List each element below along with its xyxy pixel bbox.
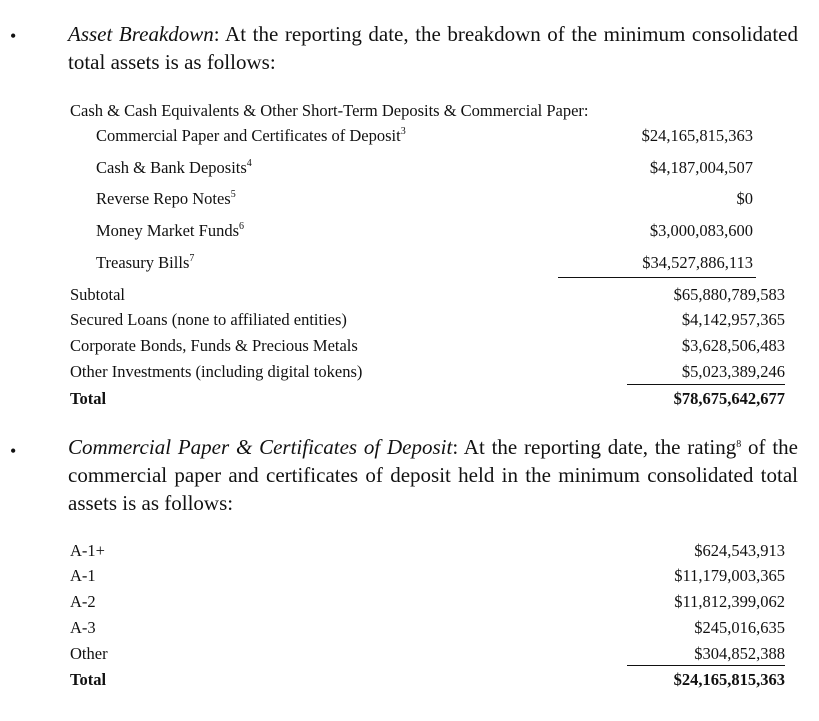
asset-breakdown-paragraph [68, 20, 798, 76]
section-text-cont: of the commercial paper and certificates of deposit held in the minimum consolidated total assets is as follows: [68, 435, 798, 515]
bullet-point: • [10, 26, 17, 46]
row-value: $24,165,815,363 [641, 126, 753, 145]
footnote-ref: 6 [239, 221, 244, 232]
row-label: Commercial Paper and Certificates of Deposit [96, 126, 401, 145]
divider [627, 384, 785, 385]
divider [627, 665, 785, 666]
row-value: $65,880,789,583 [673, 285, 785, 304]
footnote-ref: 5 [230, 189, 236, 200]
row-label: Treasury Bills [96, 253, 190, 272]
total-label: Total [70, 670, 107, 689]
bullet-point: • [10, 441, 17, 461]
footnote-ref: 7 [189, 253, 195, 264]
row-value: $245,016,635 [694, 618, 785, 637]
total-label: Total [70, 389, 107, 408]
total-value: $78,675,642,677 [673, 389, 785, 408]
section-title: Commercial Paper & Certificates of Deposit [68, 435, 453, 459]
footnote-ref: 8 [736, 439, 742, 450]
row-value: $5,023,389,246 [681, 362, 785, 381]
divider [558, 277, 756, 278]
row-value: $304,852,388 [694, 644, 785, 663]
row-value: $624,543,913 [694, 541, 785, 560]
row-label: Other [70, 644, 108, 663]
row-label: Subtotal [70, 285, 126, 304]
row-label: Money Market Funds [96, 221, 239, 240]
row-value: $11,179,003,365 [674, 566, 785, 585]
row-label: Other Investments (including digital tokens) [70, 362, 363, 381]
row-label: A-2 [70, 592, 96, 611]
row-label: Corporate Bonds, Funds & Precious Metals [70, 336, 358, 355]
row-label: Secured Loans (none to affiliated entities) [70, 310, 347, 329]
row-label: A-3 [70, 618, 96, 637]
section-text: : At the reporting date, the breakdown of the minimum consolidated total assets is as follows: [68, 22, 798, 74]
total-value: $24,165,815,363 [673, 670, 785, 689]
section-text: : At the reporting date, the rating [452, 435, 737, 459]
group-header: Cash & Cash Equivalents & Other Short-Term Deposits & Commercial Paper: [70, 101, 589, 120]
section-title: Asset Breakdown [68, 22, 214, 46]
row-value: $4,187,004,507 [649, 158, 753, 177]
row-label: Cash & Bank Deposits [96, 158, 247, 177]
row-value: $3,628,506,483 [681, 336, 785, 355]
row-label: A-1 [70, 566, 96, 585]
row-value: $3,000,083,600 [649, 221, 753, 240]
commercial-paper-paragraph [68, 433, 798, 517]
row-label: Reverse Repo Notes [96, 189, 231, 208]
row-value: $4,142,957,365 [681, 310, 785, 329]
row-value: $0 [736, 189, 753, 208]
footnote-ref: 3 [400, 126, 406, 137]
row-value: $34,527,886,113 [642, 253, 753, 272]
row-value: $11,812,399,062 [674, 592, 785, 611]
row-label: A-1+ [70, 541, 105, 560]
footnote-ref: 4 [246, 158, 252, 169]
